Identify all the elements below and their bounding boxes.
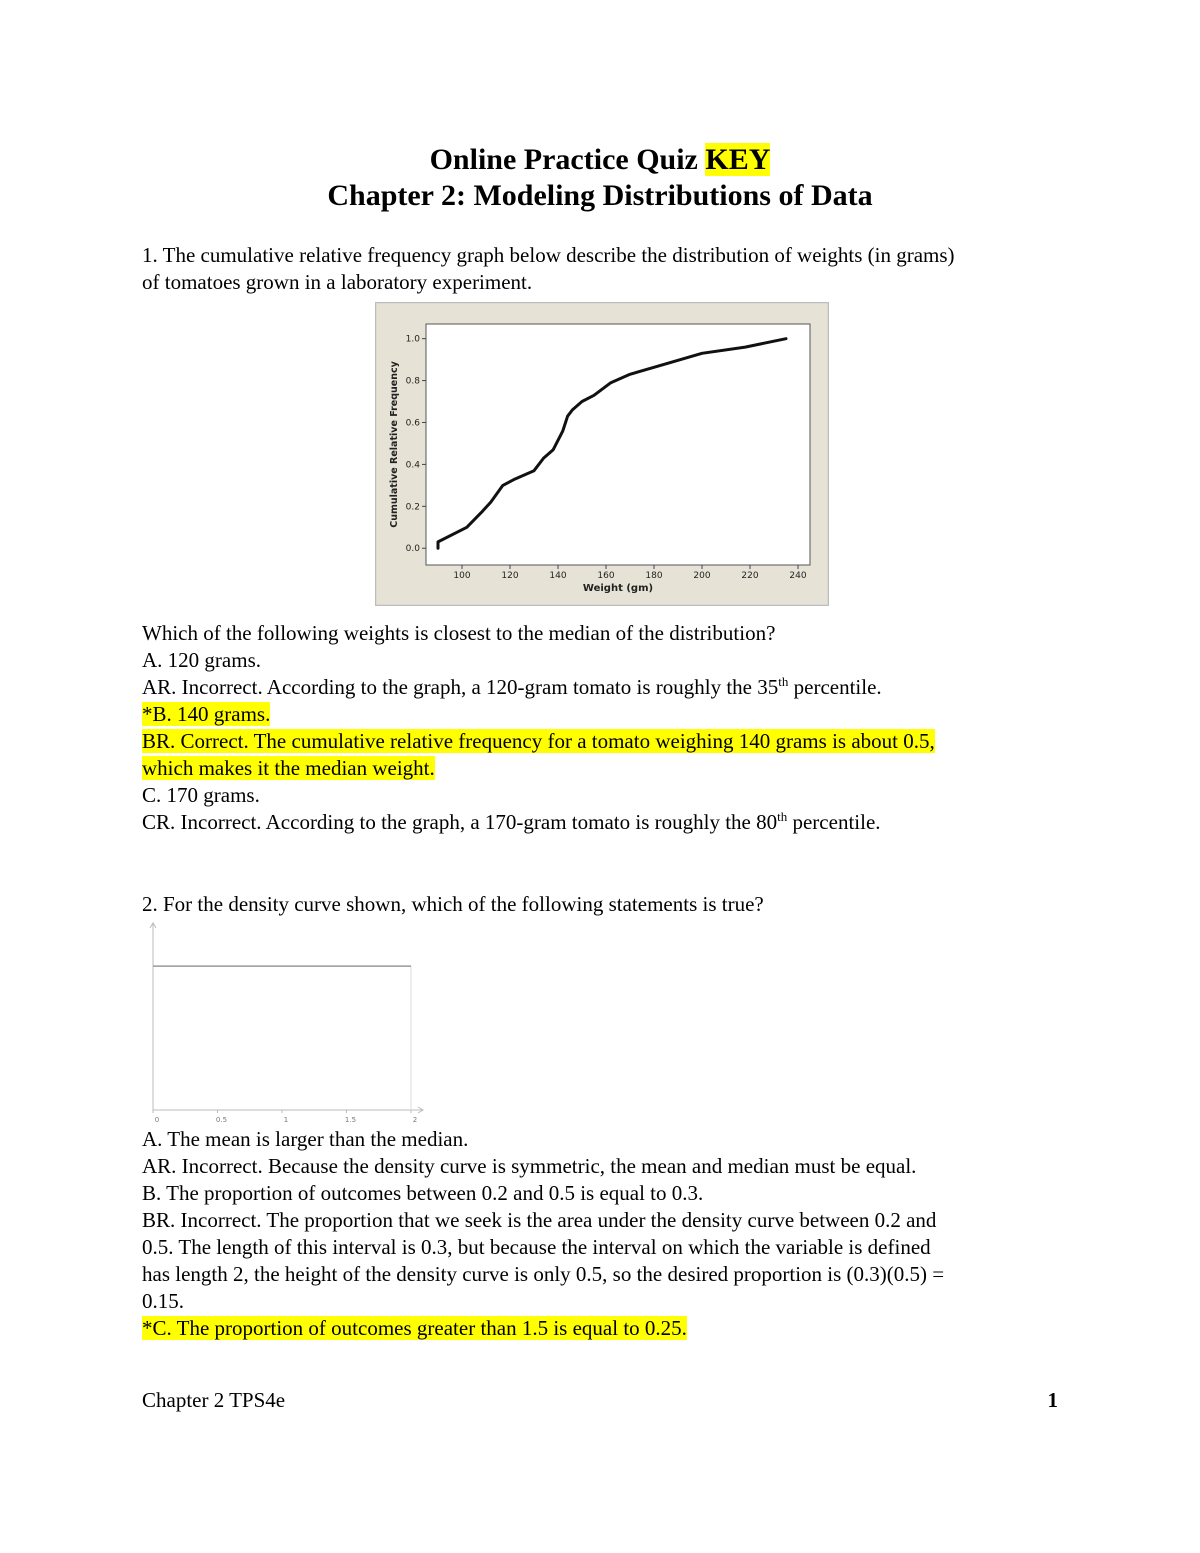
x-tick-label: 240 — [789, 571, 807, 581]
y-tick-label: 0.0 — [405, 544, 420, 555]
x-tick-label: 0 — [154, 1116, 160, 1124]
q1-option-a-rationale — [142, 674, 882, 701]
q1-stem-line-1: 1. The cumulative relative frequency graph below describe the distribution of weights (in grams) — [142, 243, 955, 267]
q1-option-c: C. 170 grams. — [142, 783, 260, 807]
y-tick-label: 0.4 — [405, 460, 420, 471]
x-tick-label: 180 — [645, 571, 663, 581]
q1-option-b-highlight: *B. 140 grams. — [142, 702, 271, 726]
q1-option-c-rationale — [142, 809, 881, 836]
title-key-highlight: KEY — [705, 143, 771, 176]
density-curve-chart — [140, 915, 440, 1130]
title-line-2: Chapter 2: Modeling Distributions of Data — [327, 179, 873, 212]
cumulative-frequency-chart — [375, 302, 829, 606]
x-tick-label: 100 — [453, 571, 471, 581]
x-tick-label: 1 — [283, 1116, 289, 1124]
y-tick-label: 0.8 — [405, 376, 420, 387]
q2-option-c-highlight: *C. The proportion of outcomes greater than 1.5 is equal to 0.25. — [142, 1316, 687, 1340]
q2-option-a-rationale: AR. Incorrect. Because the density curve is symmetric, the mean and median must be equal. — [142, 1154, 917, 1178]
density-curve-chart-svg — [140, 915, 440, 1130]
q1-stem-line-2: of tomatoes grown in a laboratory experiment. — [142, 270, 533, 294]
y-tick-label: 0.2 — [405, 502, 420, 513]
q1-br-line-2-highlight: which makes it the median weight. — [142, 756, 435, 780]
q1-cr-suffix: percentile. — [787, 810, 881, 834]
q2-option-c — [142, 1315, 687, 1342]
q1-cr-text: CR. Incorrect. According to the graph, a 170-gram tomato is roughly the 80 — [142, 810, 778, 834]
title-text: Online Practice Quiz — [429, 143, 706, 176]
x-tick-label: 0.5 — [215, 1116, 228, 1124]
q1-ar-text: AR. Incorrect. According to the graph, a 120-gram tomato is roughly the 35 — [142, 675, 779, 699]
y-tick-label: 0.6 — [405, 418, 420, 429]
q2-option-b-rationale-line-4: 0.15. — [142, 1289, 184, 1313]
q2-option-b: B. The proportion of outcomes between 0.2 and 0.5 is equal to 0.3. — [142, 1181, 704, 1205]
q2-stem: 2. For the density curve shown, which of the following statements is true? — [142, 892, 764, 916]
x-tick-label: 120 — [501, 571, 519, 581]
q1-option-a: A. 120 grams. — [142, 648, 261, 672]
plot-area — [426, 324, 810, 565]
cumulative-frequency-chart-svg — [375, 302, 829, 606]
q1-option-b — [142, 701, 270, 728]
q1-ar-superscript: th — [778, 674, 789, 689]
y-axis-label: Cumulative Relative Frequency — [389, 361, 400, 528]
q1-question: Which of the following weights is closest to the median of the distribution? — [142, 621, 776, 645]
x-tick-label: 140 — [549, 571, 567, 581]
q2-option-a: A. The mean is larger than the median. — [142, 1127, 469, 1151]
footer-left: Chapter 2 TPS4e — [142, 1388, 286, 1412]
x-tick-label: 2 — [412, 1116, 418, 1124]
q2-option-b-rationale-line-2: 0.5. The length of this interval is 0.3, but because the interval on which the variable is defined — [142, 1235, 931, 1259]
x-tick-label: 220 — [741, 571, 759, 581]
q1-br-line-1-highlight: BR. Correct. The cumulative relative frequency for a tomato weighing 140 grams is about 0.5, — [142, 729, 935, 753]
q1-option-b-rationale-line-2 — [142, 755, 435, 782]
page-number: 1 — [1047, 1388, 1058, 1412]
x-tick-label: 160 — [597, 571, 615, 581]
q1-option-b-rationale-line-1 — [142, 728, 935, 755]
title-line-1 — [0, 142, 1200, 178]
q2-option-b-rationale-line-3: has length 2, the height of the density curve is only 0.5, so the desired proportion is (0.3)(0.5) = — [142, 1262, 945, 1286]
q1-cr-superscript: th — [777, 809, 788, 824]
q1-ar-suffix: percentile. — [788, 675, 882, 699]
x-axis-label: Weight (gm) — [582, 583, 654, 594]
q2-option-b-rationale-line-1: BR. Incorrect. The proportion that we seek is the area under the density curve between 0.2 and — [142, 1208, 937, 1232]
y-tick-label: 1.0 — [405, 334, 420, 345]
x-tick-label: 200 — [693, 571, 711, 581]
x-tick-label: 1.5 — [344, 1116, 357, 1124]
